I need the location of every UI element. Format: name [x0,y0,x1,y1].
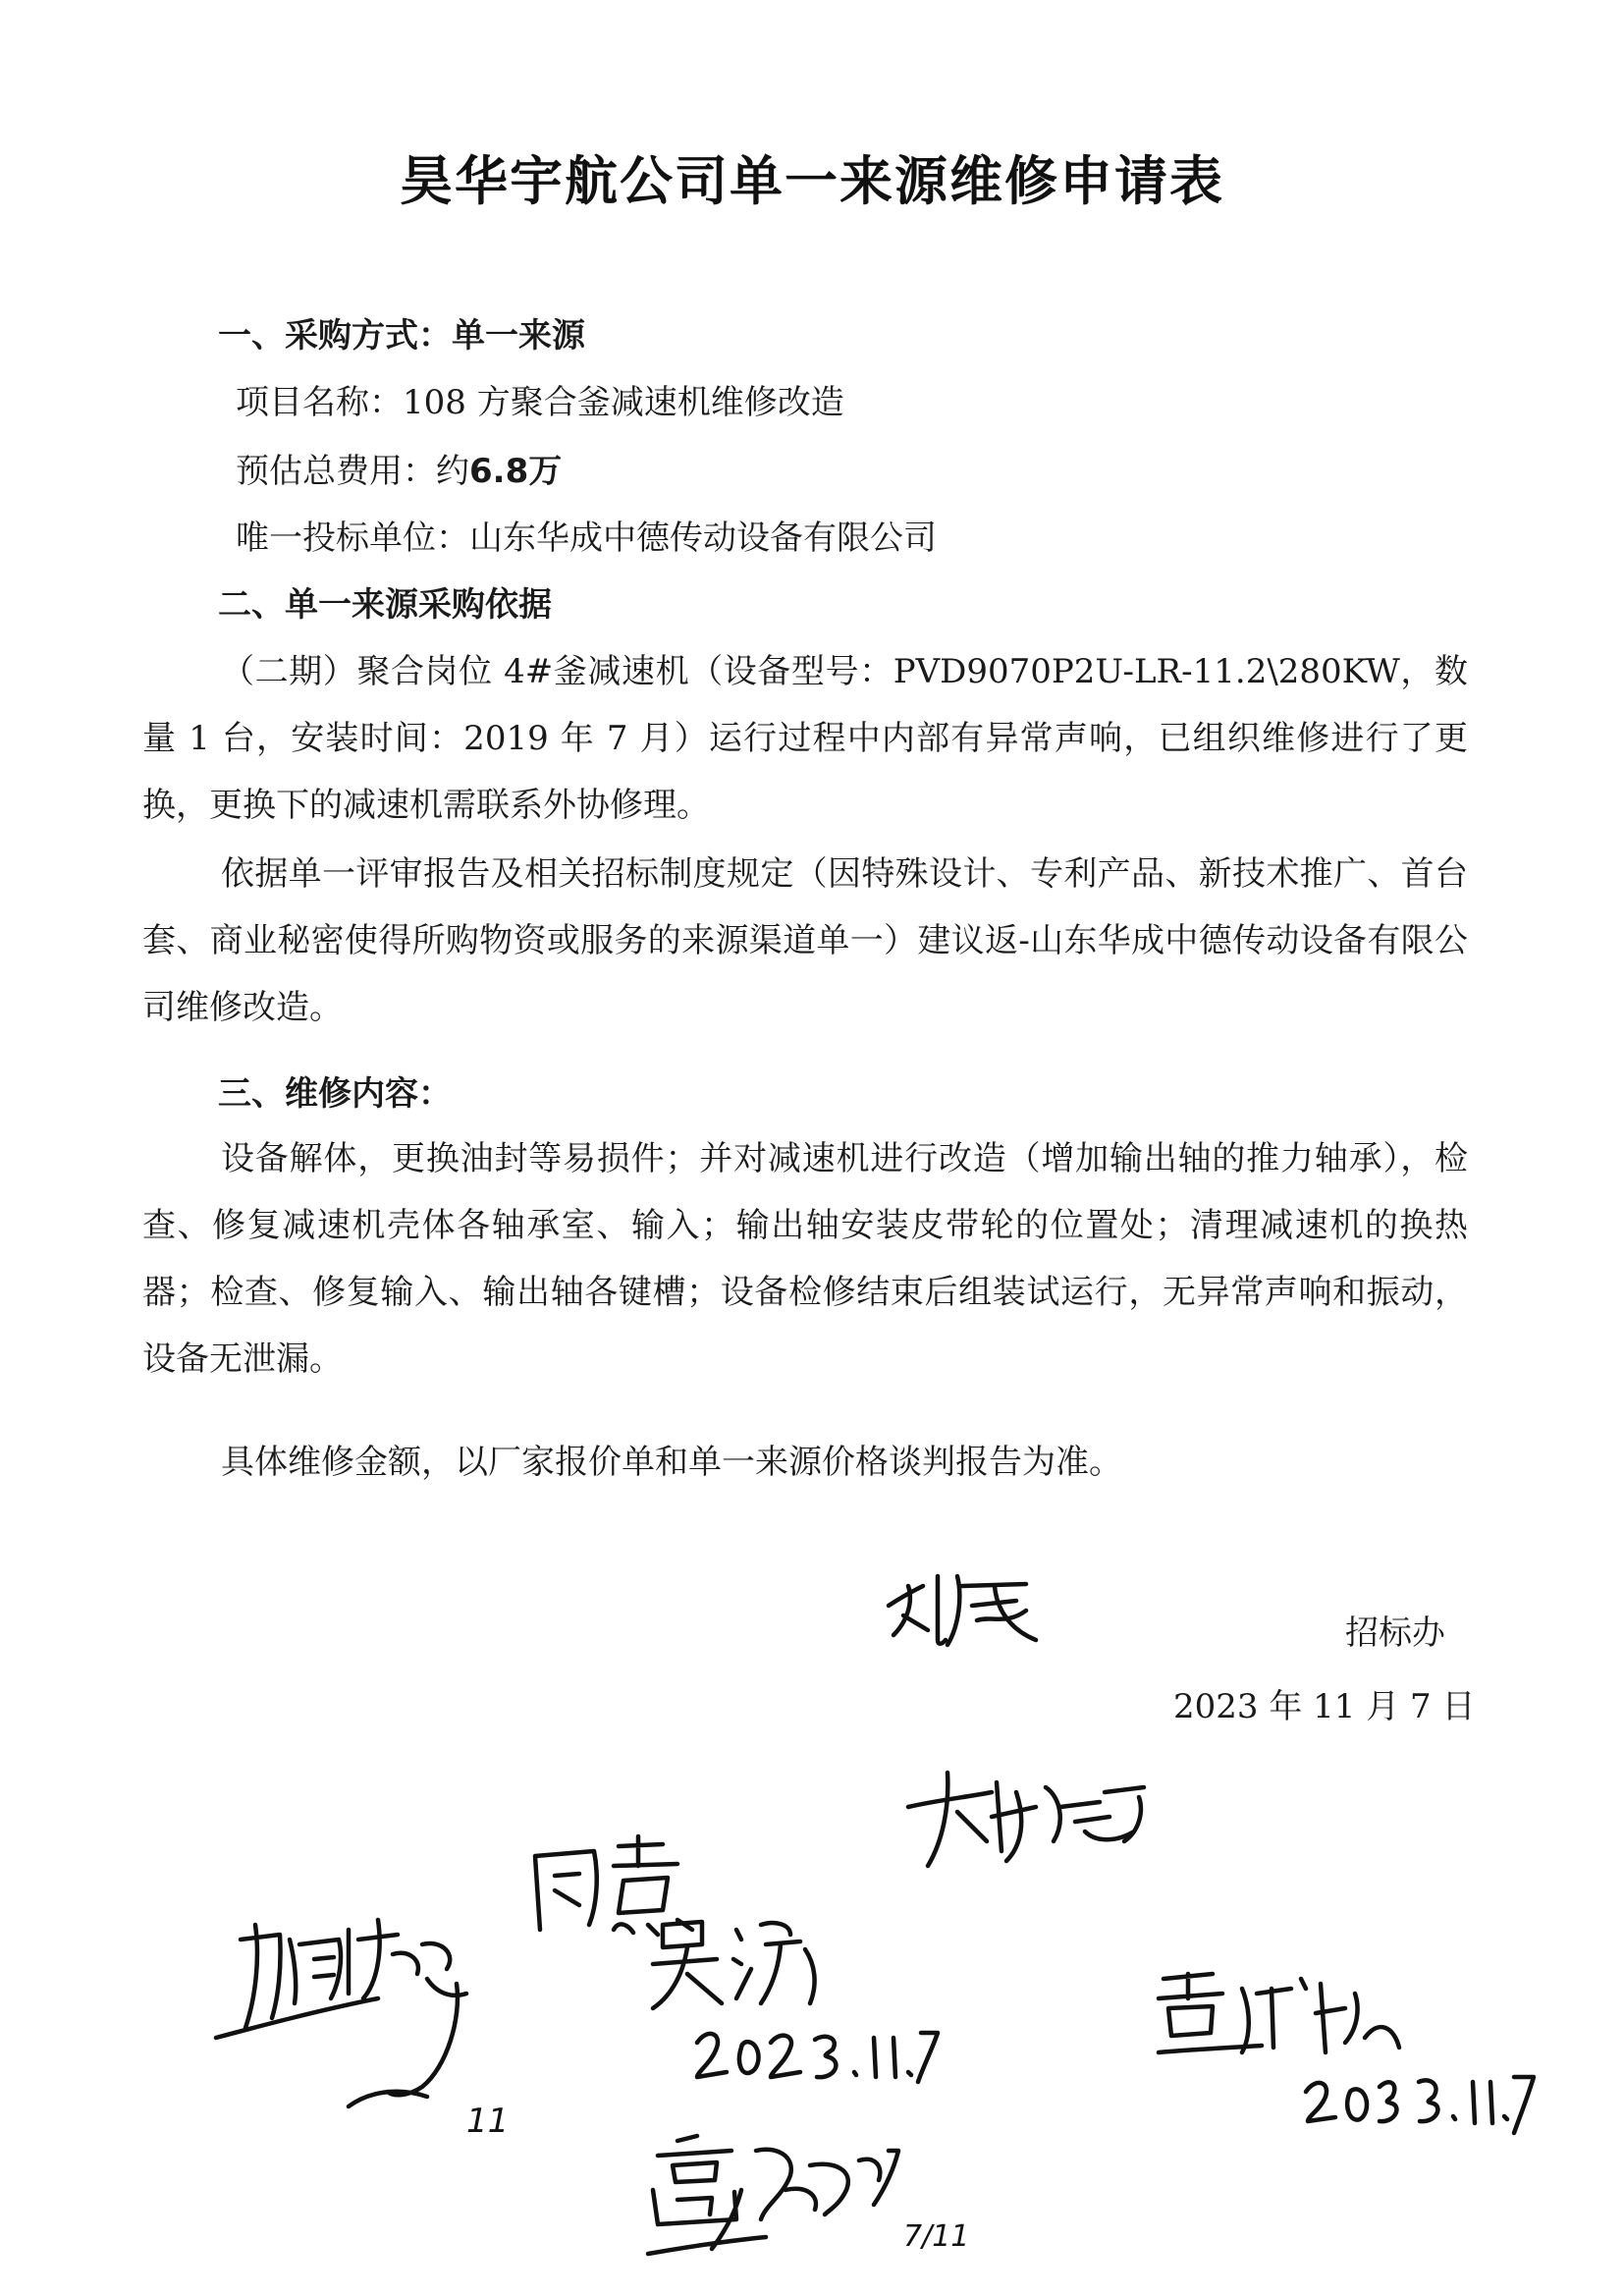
handwritten-mark-1: 11 [466,2102,510,2141]
project-name-value: 108 方聚合釜减速机维修改造 [403,383,844,422]
sole-bidder-label: 唯一投标单位： [236,519,469,558]
section3-paragraph-1: 设备解体，更换油封等易损件；并对减速机进行改造（增加输出轴的推力轴承），检查、修复减速机壳体各轴承室、输入；输出轴安装皮带轮的位置处；清理减速机的换热器；检查、修复输入、输出轴各键槽；设备检修结束后组装试运行，无异常声响和振动，设备无泄漏。 [142,1139,1468,1379]
signature-handwritten-3 [643,1910,839,2018]
handwritten-date-2 [1296,2062,1542,2151]
estimated-cost-prefix: 约 [436,452,469,491]
project-name-row [236,383,844,422]
section2-paragraph-1: （二期）聚合岗位 4#釜减速机（设备型号：PVD9070P2U-LR-11.2\280KW，数量 1 台，安装时间：2019 年 7 月）运行过程中内部有异常声响，已组织维修进行了更换，更换下的减速机需联系外协修理。 [142,652,1468,825]
department-label: 招标办 [1345,1613,1445,1653]
signature-handwritten-5 [1144,1959,1409,2067]
estimated-cost-row [236,452,562,491]
signature-handwritten-1 [879,1566,1046,1655]
estimated-cost-label: 预估总费用： [236,452,436,491]
page-title: 昊华宇航公司单一来源维修申请表 [400,150,1224,212]
section2-paragraph-2: 依据单一评审报告及相关招标制度规定（因特殊设计、专利产品、新技术推广、首台套、商业秘密使得所购物资或服务的来源渠道单一）建议返-山东华成中德传动设备有限公司维修改造。 [142,854,1468,1027]
signature-handwritten-2 [898,1763,1164,1881]
section3-paragraph-2: 具体维修金额，以厂家报价单和单一来源价格谈判报告为准。 [221,1443,1122,1482]
document-date: 2023 年 11 月 7 日 [1173,1687,1476,1726]
estimated-cost-value: 6.8万 [469,452,563,491]
sole-bidder-row [236,519,937,558]
handwritten-mark-2: 7/11 [903,2219,970,2254]
project-name-label: 项目名称： [236,383,403,422]
sole-bidder-value: 山东华成中德传动设备有限公司 [469,519,937,558]
section3-heading: 三、维修内容： [218,1074,452,1114]
signature-handwritten-6 [638,2131,943,2269]
section2-heading: 二、单一来源采购依据 [218,585,552,625]
section1-heading: 一、采购方式：单一来源 [218,316,585,355]
handwritten-date-1 [687,2018,943,2097]
